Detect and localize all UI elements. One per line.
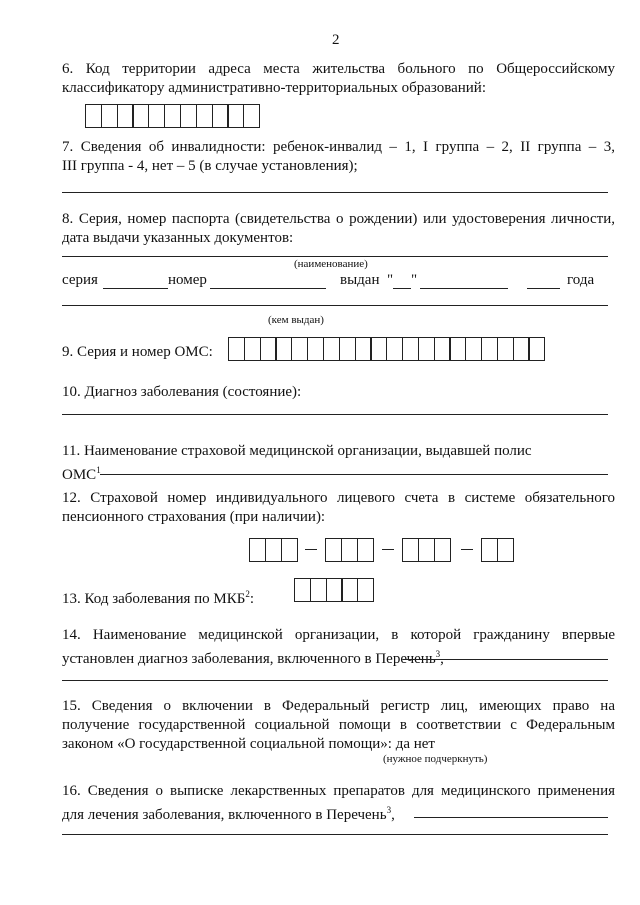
mkb-colon: :	[249, 591, 255, 607]
s15-line3: законом «О государственной социальной помощи»: да нет	[62, 736, 435, 752]
code-box[interactable]	[85, 104, 102, 128]
s8-line1: 8. Серия, номер паспорта (свидетельства о рождении) или удостоверения личности,	[62, 211, 615, 227]
oms-box[interactable]	[260, 337, 277, 361]
oms-box[interactable]	[449, 337, 466, 361]
s16-comma: ,	[391, 807, 395, 823]
s7-line2: III группа - 4, нет – 5 (в случае установления);	[62, 158, 358, 174]
s12-line1: 12. Страховой номер индивидуального лицевого счета в системе обязательного	[62, 490, 615, 506]
doc-name-line[interactable]	[62, 256, 608, 257]
oms-box[interactable]	[291, 337, 308, 361]
snils-box[interactable]	[481, 538, 498, 562]
snils-box[interactable]	[434, 538, 451, 562]
mkb-box[interactable]	[310, 578, 327, 602]
code-box[interactable]	[212, 104, 229, 128]
code-box[interactable]	[164, 104, 181, 128]
code-box[interactable]	[101, 104, 118, 128]
code-box[interactable]	[180, 104, 197, 128]
seria-field[interactable]	[103, 288, 168, 289]
nomer-label: номер	[168, 272, 207, 288]
s10-label: 10. Диагноз заболевания (состояние):	[62, 384, 302, 400]
oms-box[interactable]	[528, 337, 545, 361]
oms-box[interactable]	[323, 337, 340, 361]
snils-box[interactable]	[497, 538, 514, 562]
s11-line1: 11. Наименование страховой медицинской организации, выдавшей полис	[62, 443, 532, 459]
snils-group-2[interactable]	[325, 538, 372, 562]
code-box[interactable]	[148, 104, 165, 128]
caption-name: (наименование)	[294, 258, 368, 270]
snils-box[interactable]	[357, 538, 374, 562]
year-field[interactable]	[527, 288, 560, 289]
prescription-line-2[interactable]	[62, 834, 608, 835]
oms-box[interactable]	[434, 337, 451, 361]
s9-label: 9. Серия и номер ОМС:	[62, 344, 213, 360]
snils-dash	[305, 549, 317, 550]
mkb-box[interactable]	[357, 578, 374, 602]
s11-line2	[62, 461, 101, 484]
code-box[interactable]	[196, 104, 213, 128]
day-field[interactable]	[393, 288, 411, 289]
snils-box[interactable]	[341, 538, 358, 562]
oms-box[interactable]	[355, 337, 372, 361]
footnote-3: 3	[435, 649, 441, 659]
oms-box[interactable]	[402, 337, 419, 361]
quote-open: "	[387, 272, 394, 288]
caption-issued-by: (кем выдан)	[268, 314, 324, 326]
snils-group-4[interactable]	[481, 538, 513, 562]
mkb-label: 13. Код заболевания по МКБ	[62, 591, 246, 607]
snils-dash	[461, 549, 473, 550]
oms-box[interactable]	[513, 337, 530, 361]
snils-group-3[interactable]	[402, 538, 449, 562]
s15-line1: 15. Сведения о включении в Федеральный регистр лиц, имеющих право на	[62, 698, 615, 714]
quote-close: "	[411, 272, 418, 288]
oms-box[interactable]	[339, 337, 356, 361]
s16-text: для лечения заболевания, включенного в Перечень	[62, 807, 387, 823]
first-diagnosis-org-line-2[interactable]	[62, 680, 608, 681]
mkb-box[interactable]	[294, 578, 311, 602]
s14-text: установлен диагноз заболевания, включенного в Перечень	[62, 651, 436, 667]
snils-box[interactable]	[402, 538, 419, 562]
oms-box[interactable]	[307, 337, 324, 361]
snils-box[interactable]	[249, 538, 266, 562]
first-diagnosis-org-line[interactable]	[403, 659, 608, 660]
insurer-line[interactable]	[100, 474, 608, 475]
oms-box[interactable]	[275, 337, 292, 361]
snils-box[interactable]	[418, 538, 435, 562]
vydan-label: выдан	[340, 272, 380, 288]
oms-box[interactable]	[244, 337, 261, 361]
snils-dash	[382, 549, 394, 550]
footnote-3b: 3	[386, 805, 392, 815]
s8-line2: дата выдачи указанных документов:	[62, 230, 294, 246]
oms-box[interactable]	[386, 337, 403, 361]
territory-code-boxes[interactable]	[85, 104, 259, 128]
oms-box[interactable]	[370, 337, 387, 361]
s15-caption: (нужное подчеркнуть)	[383, 753, 488, 765]
seria-label: серия	[62, 272, 98, 288]
footnote-1: 1	[96, 465, 101, 475]
mkb-box[interactable]	[326, 578, 343, 602]
s14-line1: 14. Наименование медицинской организации, в которой гражданину впервые	[62, 627, 615, 643]
s14-comma: ,	[440, 651, 444, 667]
goda-label: года	[567, 272, 595, 288]
prescription-line[interactable]	[414, 817, 608, 818]
mkb-code-boxes[interactable]	[294, 578, 373, 602]
oms-number-boxes[interactable]	[228, 337, 544, 361]
page-number: 2	[332, 32, 340, 48]
s7-answer-line[interactable]	[62, 192, 608, 193]
oms-box[interactable]	[418, 337, 435, 361]
footnote-2: 2	[245, 589, 250, 599]
s16-line2	[62, 801, 395, 824]
s7-line1: 7. Сведения об инвалидности: ребенок-инвалид – 1, I группа – 2, II группа – 3,	[62, 139, 615, 155]
snils-box[interactable]	[281, 538, 298, 562]
oms-box[interactable]	[497, 337, 514, 361]
s14-line2	[62, 645, 444, 668]
code-box[interactable]	[227, 104, 244, 128]
nomer-field[interactable]	[210, 288, 326, 289]
code-box[interactable]	[243, 104, 260, 128]
code-box[interactable]	[132, 104, 149, 128]
diagnosis-line[interactable]	[62, 414, 608, 415]
oms-box[interactable]	[228, 337, 245, 361]
snils-box[interactable]	[265, 538, 282, 562]
s16-line1: 16. Сведения о выписке лекарственных препаратов для медицинского применения	[62, 783, 615, 799]
snils-box[interactable]	[325, 538, 342, 562]
oms-label: ОМС	[62, 467, 97, 483]
s6-line1: 6. Код территории адреса места жительства больного по Общероссийскому	[62, 61, 615, 77]
code-box[interactable]	[117, 104, 134, 128]
s15-line2: получение государственной социальной помощи в соответствии с Федеральным	[62, 717, 615, 733]
oms-box[interactable]	[465, 337, 482, 361]
s13-label	[62, 585, 254, 608]
oms-box[interactable]	[481, 337, 498, 361]
s6-line2: классификатору административно-территориальных образований:	[62, 80, 486, 96]
issued-by-line[interactable]	[62, 305, 608, 306]
month-field[interactable]	[420, 288, 508, 289]
snils-group-1[interactable]	[249, 538, 296, 562]
s12-line2: пенсионного страхования (при наличии):	[62, 509, 326, 525]
mkb-box[interactable]	[341, 578, 358, 602]
